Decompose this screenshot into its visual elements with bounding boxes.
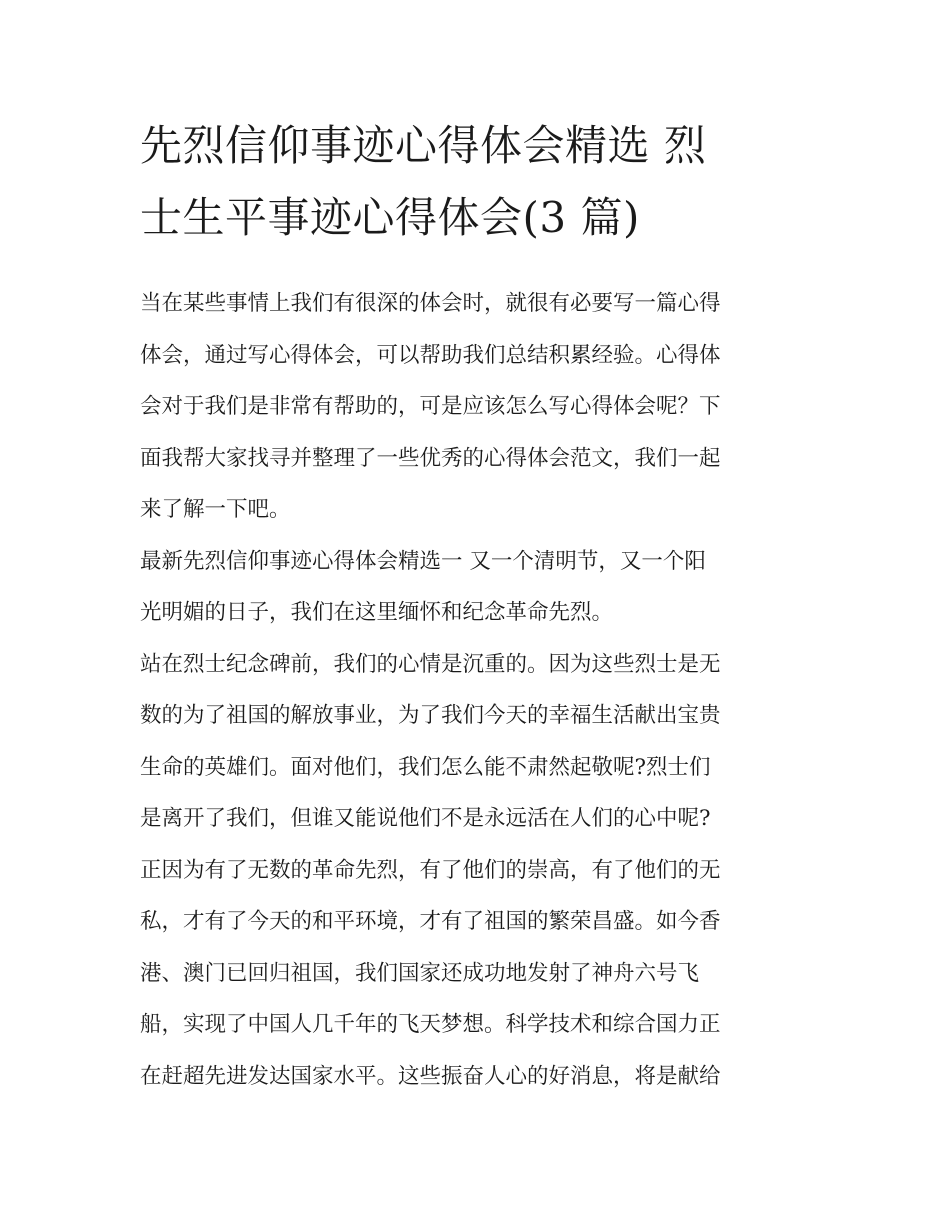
document-body [140, 278, 820, 1102]
body-line: 私，才有了今天的和平环境，才有了祖国的繁荣昌盛。如今香 [140, 909, 721, 934]
body-line: 船，实现了中国人几千年的飞天梦想。科学技术和综合国力正 [140, 1012, 721, 1037]
title-line: 先烈信仰事迹心得体会精选 烈 [140, 121, 707, 170]
body-line: 数的为了祖国的解放事业，为了我们今天的幸福生活献出宝贵 [140, 703, 721, 728]
body-line: 正因为有了无数的革命先烈，有了他们的崇高，有了他们的无 [140, 857, 721, 883]
body-line: 面我帮大家找寻并整理了一些优秀的心得体会范文，我们一起 [140, 445, 721, 471]
body-line: 光明媚的日子，我们在这里缅怀和纪念革命先烈。 [140, 600, 614, 625]
body-line: 来了解一下吧。 [140, 497, 291, 522]
body-line: 体会，通过写心得体会，可以帮助我们总结积累经验。心得体 [140, 342, 721, 368]
body-line: 在赶超先进发达国家水平。这些振奋人心的好消息，将是献给 [140, 1063, 721, 1089]
body-line: 最新先烈信仰事迹心得体会精选一 又一个清明节，又一个阳 [140, 548, 706, 574]
body-line: 当在某些事情上我们有很深的体会时，就很有必要写一篇心得 [140, 291, 721, 316]
body-line: 站在烈士纪念碑前，我们的心情是沉重的。因为这些烈士是无 [140, 651, 721, 677]
body-line: 是离开了我们，但谁又能说他们不是永远活在人们的心中呢? [140, 806, 711, 831]
document-title [140, 110, 820, 254]
title-line: 士生平事迹心得体会(3 篇) [140, 193, 640, 242]
body-line: 生命的英雄们。面对他们，我们怎么能不肃然起敬呢?烈士们 [140, 754, 711, 780]
body-line: 港、澳门已回归祖国，我们国家还成功地发射了神舟六号飞 [140, 960, 700, 986]
body-line: 会对于我们是非常有帮助的，可是应该怎么写心得体会呢？下 [140, 394, 721, 419]
